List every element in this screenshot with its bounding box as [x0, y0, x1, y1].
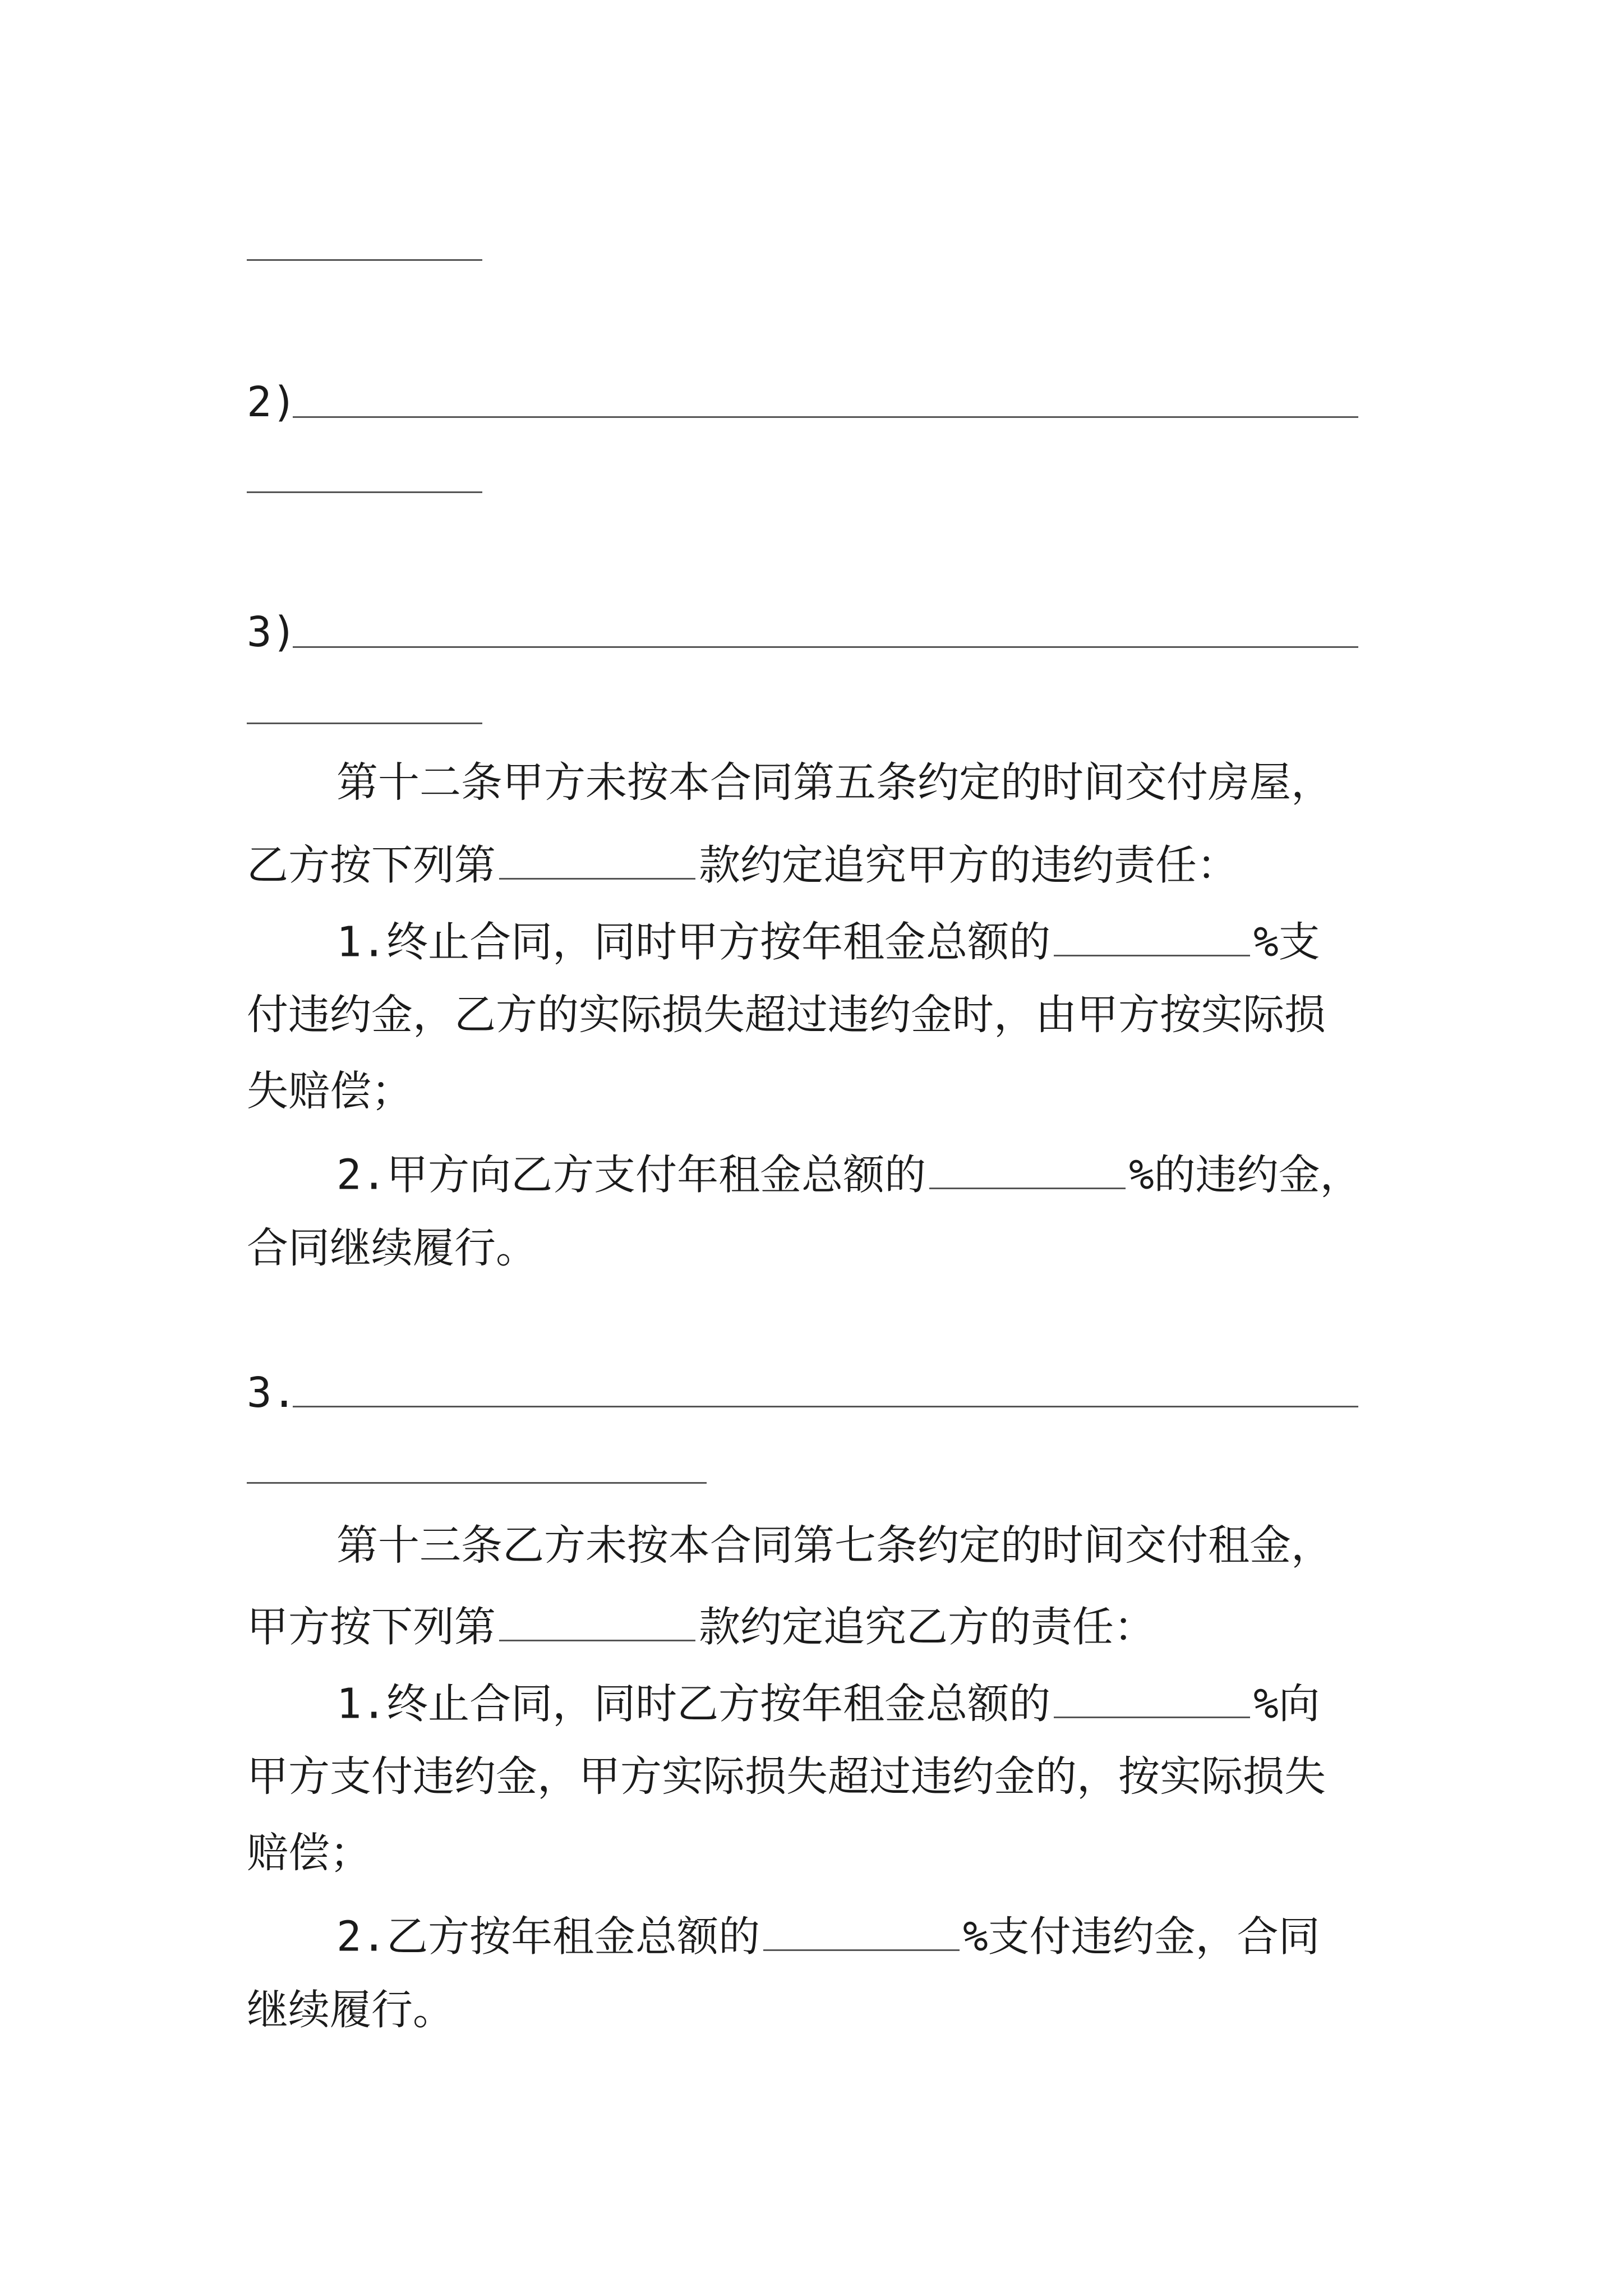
text: %的违约金， [1129, 1151, 1362, 1199]
article-12-clause-2-cont: 合同继续履行。 [247, 1224, 537, 1272]
item-number: 3) [247, 608, 297, 656]
fill-blank [763, 1912, 960, 1951]
article-13-clause-2-cont: 继续履行。 [247, 1986, 454, 2034]
fill-line [247, 259, 482, 261]
text: 款约定追究甲方的违约责任： [699, 841, 1238, 890]
fill-line [247, 491, 482, 493]
text: %支 [1253, 918, 1320, 967]
text: %支付违约金，合同 [963, 1912, 1320, 1961]
fill-line [293, 416, 1358, 418]
article-13-clause-1-cont: 赔偿； [247, 1829, 371, 1877]
article-12-clause-1 [336, 917, 1320, 967]
text: 甲方按下列第 [247, 1603, 496, 1651]
fill-line [293, 646, 1358, 648]
fill-blank [1054, 917, 1250, 956]
list-item-3b [247, 1369, 297, 1417]
article-13-clause-2 [336, 1912, 1320, 1961]
list-item-2 [247, 378, 297, 426]
text: 1.终止合同，同时乙方按年租金总额的 [336, 1680, 1051, 1728]
text: %向 [1253, 1680, 1320, 1728]
article-12-clause-1-cont: 付违约金，乙方的实际损失超过违约金时，由甲方按实际损 [247, 991, 1326, 1039]
item-number: 2) [247, 378, 297, 426]
article-12-clause-1-cont: 失赔偿； [247, 1067, 413, 1115]
fill-line [247, 1482, 707, 1484]
fill-line [293, 1406, 1358, 1407]
fill-blank [499, 1602, 695, 1641]
list-item-3 [247, 608, 297, 656]
fill-blank [499, 840, 695, 880]
article-12-clause-2 [336, 1150, 1362, 1199]
text: 款约定追究乙方的责任： [699, 1603, 1155, 1651]
text: 乙方按下列第 [247, 841, 496, 890]
fill-blank [1054, 1679, 1250, 1718]
fill-line [247, 723, 482, 724]
item-number: 3. [247, 1369, 297, 1417]
fill-blank [929, 1150, 1126, 1189]
text: 2.甲方向乙方支付年租金总额的 [336, 1151, 926, 1199]
article-13-line-2 [247, 1602, 1155, 1651]
article-13-clause-1-cont: 甲方支付违约金，甲方实际损失超过违约金的，按实际损失 [247, 1752, 1326, 1801]
text: 1.终止合同，同时甲方按年租金总额的 [336, 918, 1051, 967]
article-13-heading: 第十三条乙方未按本合同第七条约定的时间交付租金， [336, 1521, 1332, 1570]
article-12-heading: 第十二条甲方未按本合同第五条约定的时间交付房屋， [336, 758, 1332, 807]
article-12-line-2 [247, 840, 1238, 890]
text: 2.乙方按年租金总额的 [336, 1912, 760, 1961]
article-13-clause-1 [336, 1679, 1320, 1728]
